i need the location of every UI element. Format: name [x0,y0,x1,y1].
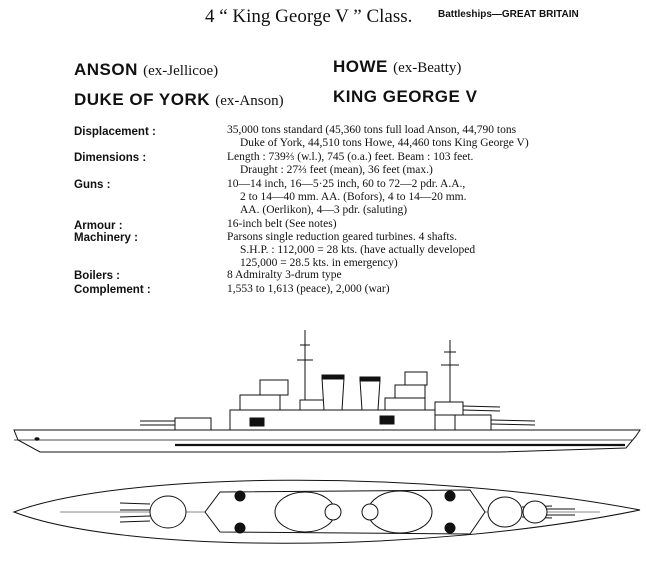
profile-view [14,330,640,452]
ship-former-name: (ex-Anson) [215,93,284,109]
machinery-line-1: Parsons single reduction geared turbines. 4 shafts. [227,231,457,243]
dimensions-label: Dimensions : [74,152,147,164]
displacement-label: Displacement : [74,126,156,138]
boilers-line-1: 8 Admiralty 3-drum type [227,269,342,281]
dimensions-line-1: Length : 739⅔ (w.l.), 745 (o.a.) feet. Beam : 103 feet. [227,151,474,163]
guns-line-1: 10—14 inch, 16—5·25 inch, 60 to 72—2 pdr. A.A., [227,178,466,190]
machinery-line-3: 125,000 = 28.5 kts. in emergency) [240,257,398,269]
ship-name-text: HOWE [333,57,388,76]
complement-line-1: 1,553 to 1,613 (peace), 2,000 (war) [227,283,390,295]
category-subtitle: Battleships—GREAT BRITAIN [438,9,579,20]
displacement-line-1: 35,000 tons standard (45,360 tons full load Anson, 44,790 tons [227,124,517,136]
class-title: 4 “ King George V ” Class. [205,6,413,27]
boilers-label: Boilers : [74,270,121,282]
ship-name-text: DUKE OF YORK [74,90,211,109]
ship-former-name: (ex-Beatty) [393,60,462,76]
complement-label: Complement : [74,284,151,296]
ship-name-text: ANSON [74,60,138,79]
displacement-line-2: Duke of York, 44,510 tons Howe, 44,460 tons King George V) [240,137,529,149]
guns-line-2: 2 to 14—40 mm. AA. (Bofors), 4 to 14—20 mm. [240,191,467,203]
machinery-line-2: S.H.P. : 112,000 = 28 kts. (have actually developed [240,244,476,256]
dimensions-line-2: Draught : 27⅔ feet (mean), 36 feet (max.) [240,164,433,176]
ship-name-text: KING GEORGE V [333,87,478,106]
machinery-label: Machinery : [74,232,138,244]
plan-view [14,480,640,543]
armour-label: Armour : [74,220,123,232]
armour-line-1: 16-inch belt (See notes) [227,218,337,230]
guns-label: Guns : [74,179,111,191]
guns-line-3: AA. (Oerlikon), 4—3 pdr. (saluting) [240,204,408,216]
ship-former-name: (ex-Jellicoe) [143,63,219,79]
